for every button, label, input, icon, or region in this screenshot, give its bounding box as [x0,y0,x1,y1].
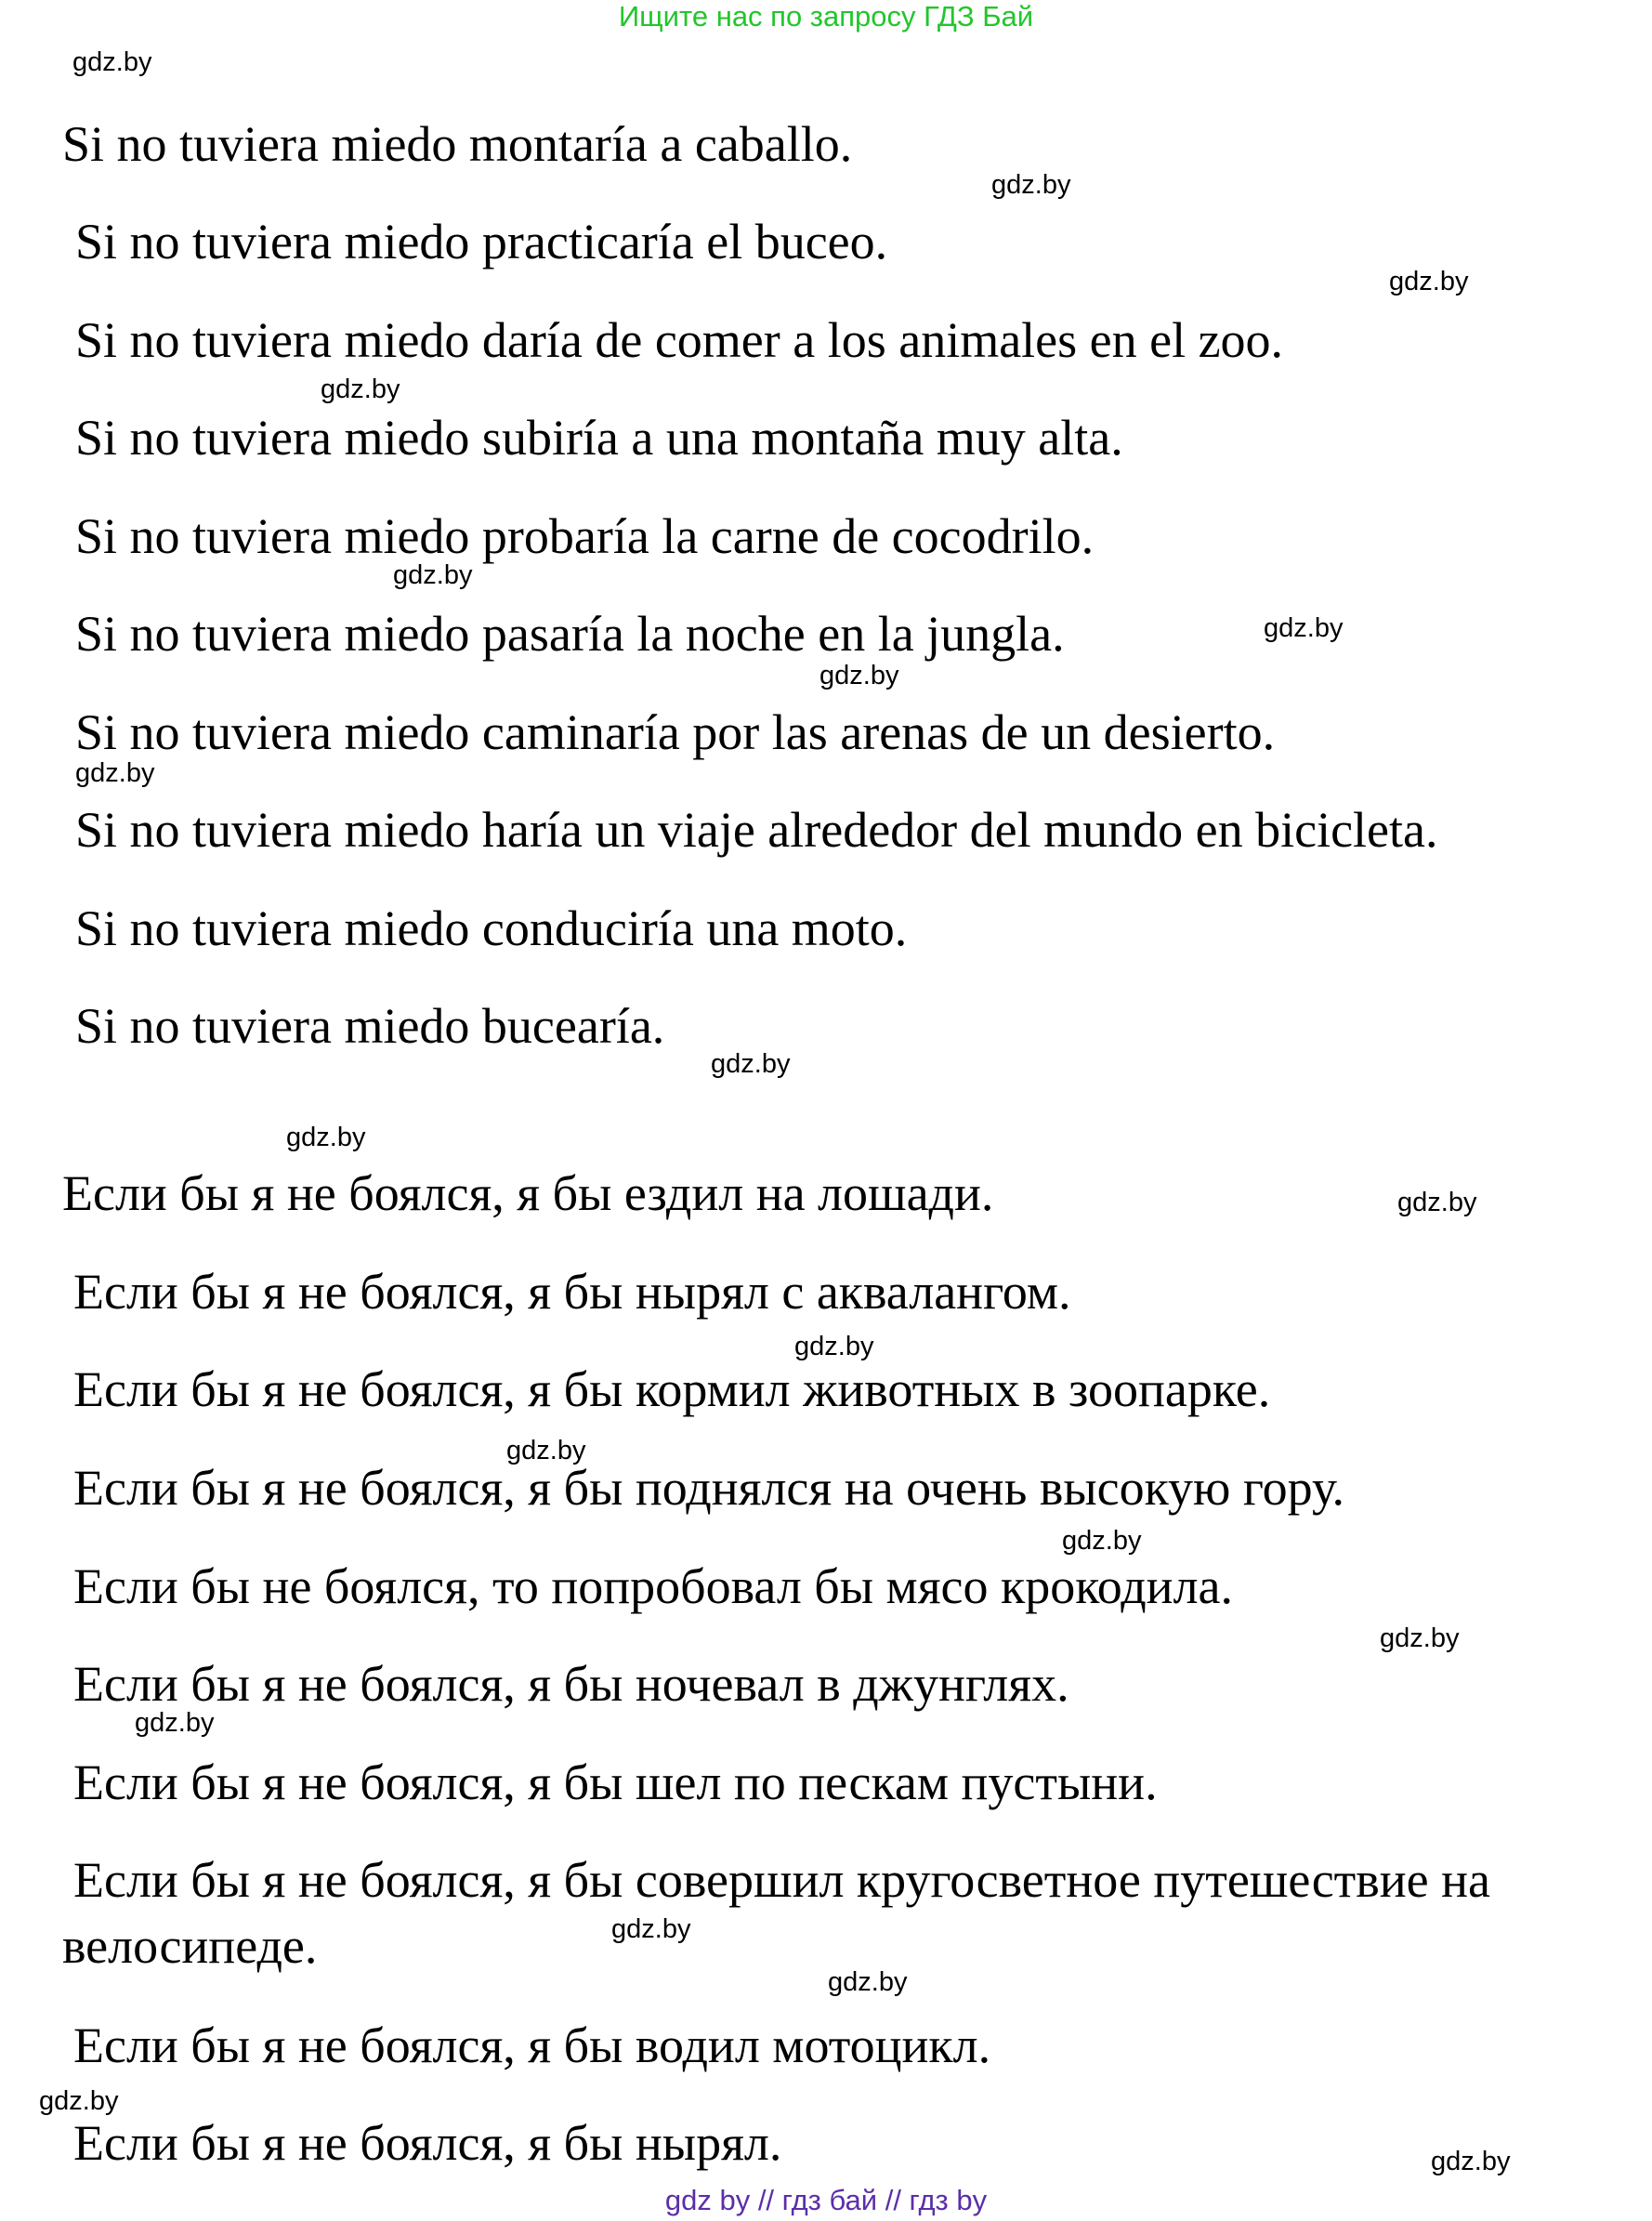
russian-line: Если бы я не боялся, я бы ездил на лошади. [62,1165,994,1221]
watermark: gdz.by [286,1123,366,1152]
watermark: gdz.by [1380,1623,1460,1653]
russian-line: Если бы я не боялся, я бы шел по пескам пустыни. [73,1754,1158,1810]
watermark: gdz.by [711,1049,791,1079]
spanish-line: Si no tuviera miedo montaría a caballo. [62,116,853,172]
spanish-line: Si no tuviera miedo subiría a una montaña muy alta. [75,410,1123,466]
watermark: gdz.by [794,1332,874,1361]
footer-links[interactable]: gdz by // гдз бай // гдз by [664,2184,988,2216]
spanish-line: Si no tuviera miedo probaría la carne de cocodrilo. [75,508,1095,564]
watermark: gdz.by [506,1436,586,1465]
watermark: gdz.by [393,560,473,590]
watermark: gdz.by [828,1967,908,1997]
watermark: gdz.by [991,170,1071,200]
russian-line: Если бы я не боялся, я бы нырял. [73,2115,782,2171]
spanish-line: Si no tuviera miedo daría de comer a los animales en el zoo. [75,312,1284,368]
spanish-line: Si no tuviera miedo pasaría la noche en la jungla. [75,606,1065,662]
russian-line: велосипеде. [62,1918,318,1974]
watermark: gdz.by [611,1914,691,1944]
russian-line: Если бы я не боялся, я бы водил мотоцикл. [73,2017,991,2073]
russian-line: Если бы я не боялся, я бы ночевал в джунглях. [73,1656,1069,1712]
watermark: gdz.by [1431,2147,1511,2176]
top-banner[interactable]: Ищите нас по запросу ГДЗ Бай [618,0,1034,33]
watermark: gdz.by [39,2086,119,2116]
watermark: gdz.by [135,1708,215,1738]
russian-line: Если бы я не боялся, я бы нырял с аквалангом. [73,1264,1071,1320]
watermark: gdz.by [75,758,155,788]
spanish-line: Si no tuviera miedo haría un viaje alrededor del mundo en bicicleta. [75,802,1438,858]
watermark: gdz.by [72,47,152,77]
watermark: gdz.by [819,661,899,690]
watermark: gdz.by [1264,613,1344,643]
watermark: gdz.by [1062,1526,1142,1556]
russian-line: Если бы я не боялся, я бы поднялся на очень высокую гору. [73,1460,1345,1516]
spanish-line: Si no tuviera miedo practicaría el buceo. [75,214,888,269]
russian-line: Если бы я не боялся, я бы кормил животных в зоопарке. [73,1361,1271,1417]
watermark: gdz.by [1389,267,1469,296]
spanish-line: Si no tuviera miedo caminaría por las arenas de un desierto. [75,704,1276,760]
watermark: gdz.by [321,375,400,404]
watermark: gdz.by [1397,1188,1477,1217]
russian-line: Если бы не боялся, то попробовал бы мясо крокодила. [73,1558,1233,1614]
spanish-line: Si no tuviera miedo conduciría una moto. [75,900,908,956]
russian-line: Если бы я не боялся, я бы совершил кругосветное путешествие на [73,1852,1490,1908]
spanish-line: Si no tuviera miedo bucearía. [75,998,665,1054]
